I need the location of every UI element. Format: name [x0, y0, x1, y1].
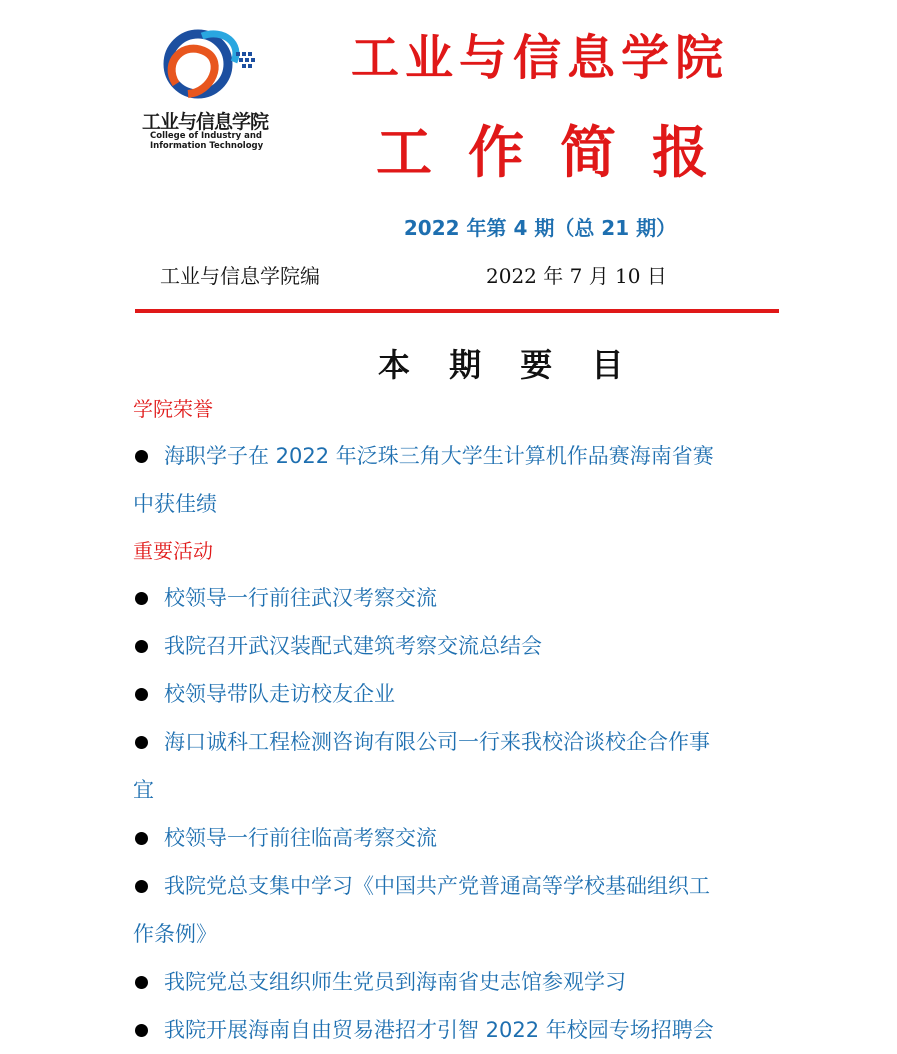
toc-item[interactable] [133, 862, 773, 958]
bullet-icon [135, 832, 148, 845]
logo-name-en [150, 131, 263, 151]
toc-item[interactable] [133, 670, 773, 718]
bullet-icon [135, 880, 148, 893]
toc-item-line2: 中获佳绩 [133, 492, 217, 516]
toc-item-line2: 作条例》 [133, 922, 217, 946]
toc-item[interactable] [133, 958, 773, 1006]
logo-name-en-line2: Information Technology [150, 141, 264, 151]
header-divider [135, 309, 779, 313]
toc-item-line1: 我院党总支组织师生党员到海南省史志馆参观学习 [164, 970, 626, 994]
toc-item-line1: 校领导带队走访校友企业 [164, 682, 395, 706]
bullet-icon [135, 688, 148, 701]
toc-item[interactable] [133, 574, 773, 622]
college-emblem-icon [154, 22, 264, 112]
toc-item[interactable] [133, 718, 773, 814]
college-logo [130, 22, 280, 152]
issue-number: 2022 年第 4 期（总 21 期） [403, 216, 677, 240]
bullet-icon [135, 640, 148, 653]
toc-item-line1: 海口诚科工程检测咨询有限公司一行来我校洽谈校企合作事 [164, 730, 710, 754]
toc-item-line1: 校领导一行前往临高考察交流 [164, 826, 437, 850]
toc-item-line1: 我院开展海南自由贸易港招才引智 2022 年校园专场招聘会 [164, 1018, 714, 1042]
toc-item-line1: 我院党总支集中学习《中国共产党普通高等学校基础组织工 [164, 874, 710, 898]
editor-label: 工业与信息学院编 [160, 264, 320, 288]
toc-item[interactable] [133, 432, 773, 528]
bullet-icon [135, 450, 148, 463]
college-title: 工业与信息学院 [350, 30, 729, 86]
publish-date: 2022 年 7 月 10 日 [486, 264, 667, 288]
bullet-icon [135, 976, 148, 989]
logo-name-en-line1: College of Industry and [150, 131, 263, 141]
toc-item-line1: 我院召开武汉装配式建筑考察交流总结会 [164, 634, 542, 658]
toc-item[interactable] [133, 622, 773, 670]
section-heading-honors: 学院荣誉 [133, 397, 213, 421]
toc-list [133, 386, 773, 1054]
bullet-icon [135, 592, 148, 605]
toc-item-line2: 宜 [133, 778, 154, 802]
logo-name-cn: 工业与信息学院 [141, 111, 268, 133]
toc-title: 本 期 要 目 [378, 346, 638, 384]
bullet-icon [135, 736, 148, 749]
toc-item-line1: 海职学子在 2022 年泛珠三角大学生计算机作品赛海南省赛 [164, 444, 714, 468]
section-heading-activities: 重要活动 [133, 539, 213, 563]
bulletin-title: 工作简报 [376, 120, 744, 186]
toc-item[interactable] [133, 814, 773, 862]
bullet-icon [135, 1024, 148, 1037]
toc-item-line1: 校领导一行前往武汉考察交流 [164, 586, 437, 610]
